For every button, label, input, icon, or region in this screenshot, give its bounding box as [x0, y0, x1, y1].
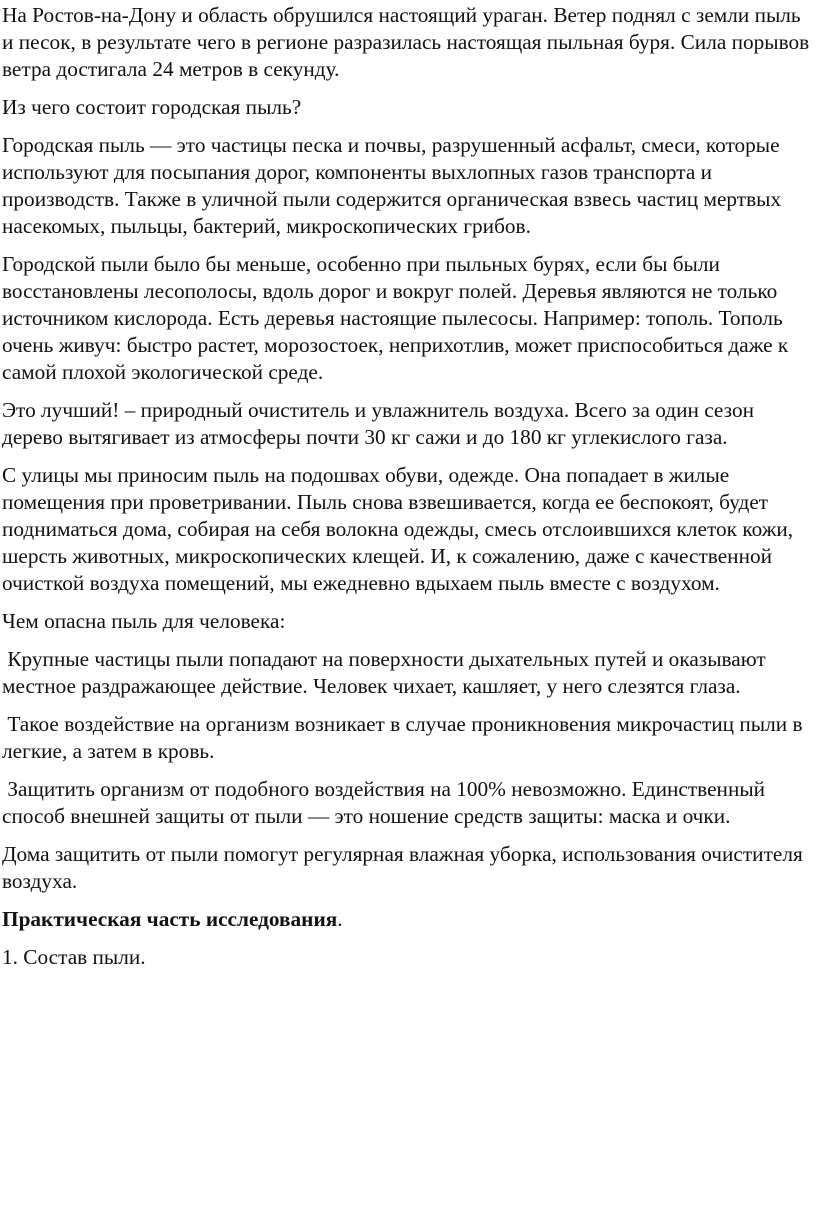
paragraph-poplar: Это лучший! – природный очиститель и увлажнитель воздуха. Всего за один сезон дерево вытягивает из атмосферы почти 30 кг сажи и до 180 кг углекислого газа.: [2, 398, 754, 449]
document-page: [2, 0, 814, 982]
paragraph-hurricane: На Ростов-на-Дону и область обрушился настоящий ураган. Ветер поднял с земли пыль и песок, в результате чего в регионе разразилась настоящая пыльная буря. Сила порывов ветра достигала 24 метров в секунду.: [2, 3, 810, 81]
paragraph-forest-belts: Городской пыли было бы меньше, особенно при пыльных бурях, если бы были восстановлены лесополосы, вдоль дорог и вокруг полей. Деревья являются не только источником кислорода. Есть деревья настоящие пылесосы. Например: тополь. Тополь очень живуч: быстро растет, морозостоек, неприхотлив, может приспособиться даже к самой плохой экологической среде.: [2, 252, 789, 384]
paragraph-home-protection: Дома защитить от пыли помогут регулярная влажная уборка, использования очистителя воздуха.: [2, 842, 803, 893]
section-heading-text: Практическая часть исследования: [2, 907, 338, 931]
section-heading-suffix: .: [337, 907, 343, 931]
paragraph-question-city-dust: Из чего состоит городская пыль?: [2, 95, 302, 119]
list-item-dust-composition: 1. Состав пыли.: [2, 945, 146, 969]
paragraph-large-particles: Крупные частицы пыли попадают на поверхности дыхательных путей и оказывают местное раздражающее действие. Человек чихает, кашляет, у него слезятся глаза.: [2, 647, 772, 698]
paragraph-microparticles: Такое воздействие на организм возникает в случае проникновения микрочастиц пыли в легкие, а затем в кровь.: [2, 712, 808, 763]
paragraph-indoor-dust: С улицы мы приносим пыль на подошвах обуви, одежде. Она попадает в жилые помещения при проветривании. Пыль снова взвешивается, когда ее беспокоят, будет подниматься дома, собирая на себя волокна одежды, смесь отслоившихся клеток кожи, шерсть животных, микроскопических клещей. И, к сожалению, даже с качественной очисткой воздуха помещений, мы ежедневно вдыхаем пыль вместе с воздухом.: [2, 463, 794, 595]
paragraph-danger-heading: Чем опасна пыль для человека:: [2, 609, 286, 633]
section-heading: [2, 906, 814, 933]
paragraph-protection: Защитить организм от подобного воздействия на 100% невозможно. Единственный способ внешней защиты от пыли — это ношение средств защиты: маска и очки.: [2, 777, 771, 828]
paragraph-city-dust-composition: Городская пыль — это частицы песка и почвы, разрушенный асфальт, смеси, которые используют для посыпания дорог, компоненты выхлопных газов транспорта и производств. Также в уличной пыли содержится органическая взвесь частиц мертвых насекомых, пыльцы, бактерий, микроскопических грибов.: [2, 133, 782, 238]
